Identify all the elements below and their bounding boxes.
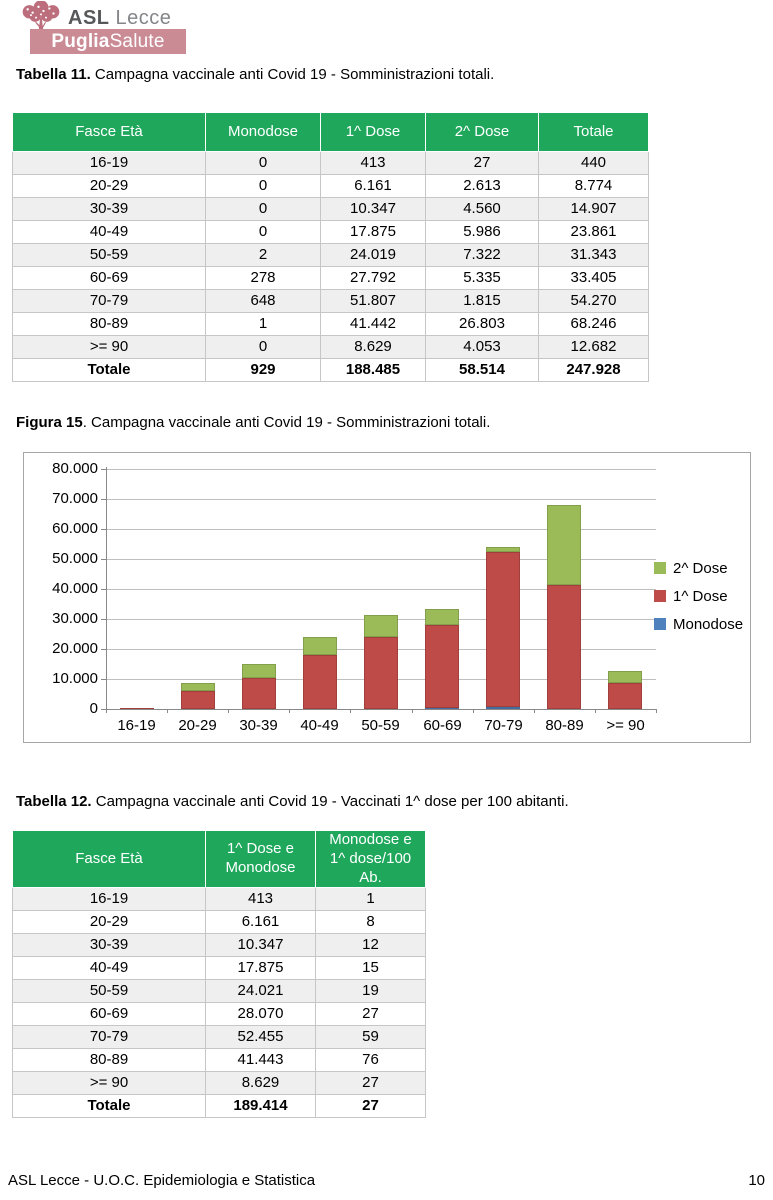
- table-cell: 12.682: [539, 336, 649, 359]
- figure15-stacked-bar-chart: [23, 452, 751, 743]
- table-cell: 31.343: [539, 244, 649, 267]
- y-axis-label: 0: [89, 700, 98, 717]
- table11-somministrazioni-totali: [12, 112, 649, 382]
- table-cell: 40-49: [13, 957, 206, 980]
- table-cell: 70-79: [13, 290, 206, 313]
- table-row: [13, 980, 426, 1003]
- table-cell: 7.322: [426, 244, 539, 267]
- table-cell: 8: [316, 911, 426, 934]
- table-row: [13, 175, 649, 198]
- table-cell: 1: [316, 888, 426, 911]
- table-cell: 0: [206, 336, 321, 359]
- table-cell: 278: [206, 267, 321, 290]
- brand-band-pugliasalute: PugliaSalute: [30, 29, 186, 54]
- table-cell: 2: [206, 244, 321, 267]
- table-cell: 0: [206, 152, 321, 175]
- table-cell: 8.774: [539, 175, 649, 198]
- table-cell: 28.070: [206, 1003, 316, 1026]
- table12-caption: Tabella 12. Campagna vaccinale anti Covid 19 - Vaccinati 1^ dose per 100 abitanti.: [16, 793, 569, 810]
- chart-gridline: [106, 499, 656, 500]
- table-cell: 26.803: [426, 313, 539, 336]
- page-number: 10: [748, 1172, 765, 1189]
- x-axis-label: >= 90: [606, 717, 645, 734]
- table-cell: 54.270: [539, 290, 649, 313]
- column-header: 1^ Dose: [321, 113, 426, 152]
- y-axis-label: 80.000: [52, 460, 98, 477]
- table-cell: 51.807: [321, 290, 426, 313]
- table-cell: 413: [321, 152, 426, 175]
- x-axis-tickmark: [656, 709, 657, 713]
- x-axis-label: 60-69: [423, 717, 462, 734]
- total-row: [13, 359, 649, 382]
- bar-segment-2-dose: [181, 683, 215, 691]
- table-cell: 27.792: [321, 267, 426, 290]
- table-cell: 27: [426, 152, 539, 175]
- table-row: [13, 290, 649, 313]
- legend-label: 1^ Dose: [673, 587, 728, 605]
- table-row: [13, 244, 649, 267]
- table12-vaccinati-per-100-abitanti: [12, 830, 426, 1118]
- footer-org-label: ASL Lecce - U.O.C. Epidemiologia e Statistica: [8, 1172, 316, 1189]
- table-cell: 247.928: [539, 359, 649, 382]
- table-row: [13, 934, 426, 957]
- table-cell: 50-59: [13, 980, 206, 1003]
- table-cell: 30-39: [13, 934, 206, 957]
- y-axis-label: 60.000: [52, 520, 98, 537]
- x-axis-label: 40-49: [300, 717, 339, 734]
- bar-segment-1-dose: [364, 637, 398, 709]
- table-cell: 16-19: [13, 888, 206, 911]
- table-row: [13, 267, 649, 290]
- table-cell: 80-89: [13, 1049, 206, 1072]
- table-cell: 70-79: [13, 1026, 206, 1049]
- org-name-lecce: Lecce: [115, 7, 172, 29]
- bar-segment-2-dose: [303, 637, 337, 655]
- table-cell: 648: [206, 290, 321, 313]
- legend-swatch-icon: [654, 618, 666, 630]
- table-cell: 189.414: [206, 1095, 316, 1118]
- table-row: [13, 152, 649, 175]
- x-axis-label: 70-79: [484, 717, 523, 734]
- table-cell: 24.021: [206, 980, 316, 1003]
- table-cell: 27: [316, 1072, 426, 1095]
- chart-gridline: [106, 469, 656, 470]
- column-header: 2^ Dose: [426, 113, 539, 152]
- table-cell: 188.485: [321, 359, 426, 382]
- legend-item: [654, 587, 743, 605]
- table-row: [13, 336, 649, 359]
- org-name: [68, 7, 171, 30]
- table-cell: 60-69: [13, 267, 206, 290]
- chart-legend: [654, 559, 743, 643]
- table-cell: 40-49: [13, 221, 206, 244]
- bar-segment-1-dose: [486, 552, 520, 707]
- table-cell: 59: [316, 1026, 426, 1049]
- table-cell: 6.161: [206, 911, 316, 934]
- legend-item: [654, 615, 743, 633]
- table-cell: 80-89: [13, 313, 206, 336]
- legend-label: Monodose: [673, 615, 744, 633]
- header-row: [13, 113, 649, 152]
- table-cell: 1.815: [426, 290, 539, 313]
- table-cell: 440: [539, 152, 649, 175]
- table-row: [13, 1049, 426, 1072]
- total-row: [13, 1095, 426, 1118]
- bar-segment-1-dose: [181, 691, 215, 709]
- x-axis-line: [106, 709, 656, 710]
- column-header: Fasce Età: [13, 831, 206, 888]
- table-cell: 6.161: [321, 175, 426, 198]
- table-cell: Totale: [13, 1095, 206, 1118]
- bar-segment-2-dose: [364, 615, 398, 637]
- table-row: [13, 911, 426, 934]
- table-cell: 8.629: [321, 336, 426, 359]
- table-cell: Totale: [13, 359, 206, 382]
- header-row: [13, 831, 426, 888]
- page-footer: [8, 1172, 765, 1189]
- table-cell: 20-29: [13, 911, 206, 934]
- table-cell: 0: [206, 175, 321, 198]
- table-cell: 8.629: [206, 1072, 316, 1095]
- bar-segment-2-dose: [547, 505, 581, 585]
- column-header: Fasce Età: [13, 113, 206, 152]
- bar-segment-1-dose: [608, 683, 642, 709]
- table-row: [13, 1003, 426, 1026]
- table-cell: 5.335: [426, 267, 539, 290]
- legend-swatch-icon: [654, 562, 666, 574]
- x-axis-label: 80-89: [545, 717, 584, 734]
- table-cell: 14.907: [539, 198, 649, 221]
- table-cell: 10.347: [321, 198, 426, 221]
- table-cell: 1: [206, 313, 321, 336]
- table-cell: 33.405: [539, 267, 649, 290]
- bar-segment-2-dose: [608, 671, 642, 683]
- table-row: [13, 1072, 426, 1095]
- table-cell: >= 90: [13, 1072, 206, 1095]
- table-cell: 10.347: [206, 934, 316, 957]
- table-row: [13, 313, 649, 336]
- column-header: Monodose e 1^ dose/100 Ab.: [316, 831, 426, 888]
- figure15-caption: Figura 15. Campagna vaccinale anti Covid 19 - Somministrazioni totali.: [16, 414, 491, 431]
- table-cell: 19: [316, 980, 426, 1003]
- table-cell: 58.514: [426, 359, 539, 382]
- table-cell: 12: [316, 934, 426, 957]
- y-axis-label: 70.000: [52, 490, 98, 507]
- table-row: [13, 198, 649, 221]
- legend-item: [654, 559, 743, 577]
- table-cell: >= 90: [13, 336, 206, 359]
- x-axis-label: 20-29: [178, 717, 217, 734]
- asl-logo-tree-icon: [16, 1, 66, 31]
- column-header: Totale: [539, 113, 649, 152]
- table-cell: 27: [316, 1003, 426, 1026]
- x-axis-label: 30-39: [239, 717, 278, 734]
- org-name-asl: ASL: [68, 7, 110, 29]
- table-cell: 76: [316, 1049, 426, 1072]
- y-axis-label: 20.000: [52, 640, 98, 657]
- table-cell: 2.613: [426, 175, 539, 198]
- table-row: [13, 221, 649, 244]
- table-cell: 20-29: [13, 175, 206, 198]
- bar-segment-1-dose: [303, 655, 337, 709]
- table-cell: 929: [206, 359, 321, 382]
- table-cell: 23.861: [539, 221, 649, 244]
- table-cell: 50-59: [13, 244, 206, 267]
- table-row: [13, 888, 426, 911]
- table-row: [13, 957, 426, 980]
- bar-segment-1-dose: [242, 678, 276, 709]
- bar-segment-1-dose: [425, 625, 459, 708]
- x-axis-label: 16-19: [117, 717, 156, 734]
- table-cell: 5.986: [426, 221, 539, 244]
- y-axis-label: 40.000: [52, 580, 98, 597]
- y-axis-label: 10.000: [52, 670, 98, 687]
- y-axis-label: 50.000: [52, 550, 98, 567]
- x-axis-label: 50-59: [361, 717, 400, 734]
- legend-label: 2^ Dose: [673, 559, 728, 577]
- table-cell: 16-19: [13, 152, 206, 175]
- table-cell: 0: [206, 221, 321, 244]
- legend-swatch-icon: [654, 590, 666, 602]
- table-cell: 413: [206, 888, 316, 911]
- table-cell: 68.246: [539, 313, 649, 336]
- table-cell: 30-39: [13, 198, 206, 221]
- table-cell: 41.442: [321, 313, 426, 336]
- table-cell: 15: [316, 957, 426, 980]
- table-cell: 17.875: [206, 957, 316, 980]
- y-axis-label: 30.000: [52, 610, 98, 627]
- y-axis-line: [106, 467, 107, 713]
- bar-segment-2-dose: [486, 547, 520, 552]
- column-header: 1^ Dose e Monodose: [206, 831, 316, 888]
- table-cell: 17.875: [321, 221, 426, 244]
- table-cell: 24.019: [321, 244, 426, 267]
- table-cell: 52.455: [206, 1026, 316, 1049]
- table-cell: 27: [316, 1095, 426, 1118]
- column-header: Monodose: [206, 113, 321, 152]
- table-cell: 41.443: [206, 1049, 316, 1072]
- table11-caption: Tabella 11. Campagna vaccinale anti Covid 19 - Somministrazioni totali.: [16, 66, 495, 83]
- bar-segment-2-dose: [242, 664, 276, 678]
- table-cell: 0: [206, 198, 321, 221]
- table-cell: 60-69: [13, 1003, 206, 1026]
- table-cell: 4.560: [426, 198, 539, 221]
- table-cell: 4.053: [426, 336, 539, 359]
- bar-segment-1-dose: [547, 585, 581, 709]
- table-row: [13, 1026, 426, 1049]
- bar-segment-2-dose: [425, 609, 459, 625]
